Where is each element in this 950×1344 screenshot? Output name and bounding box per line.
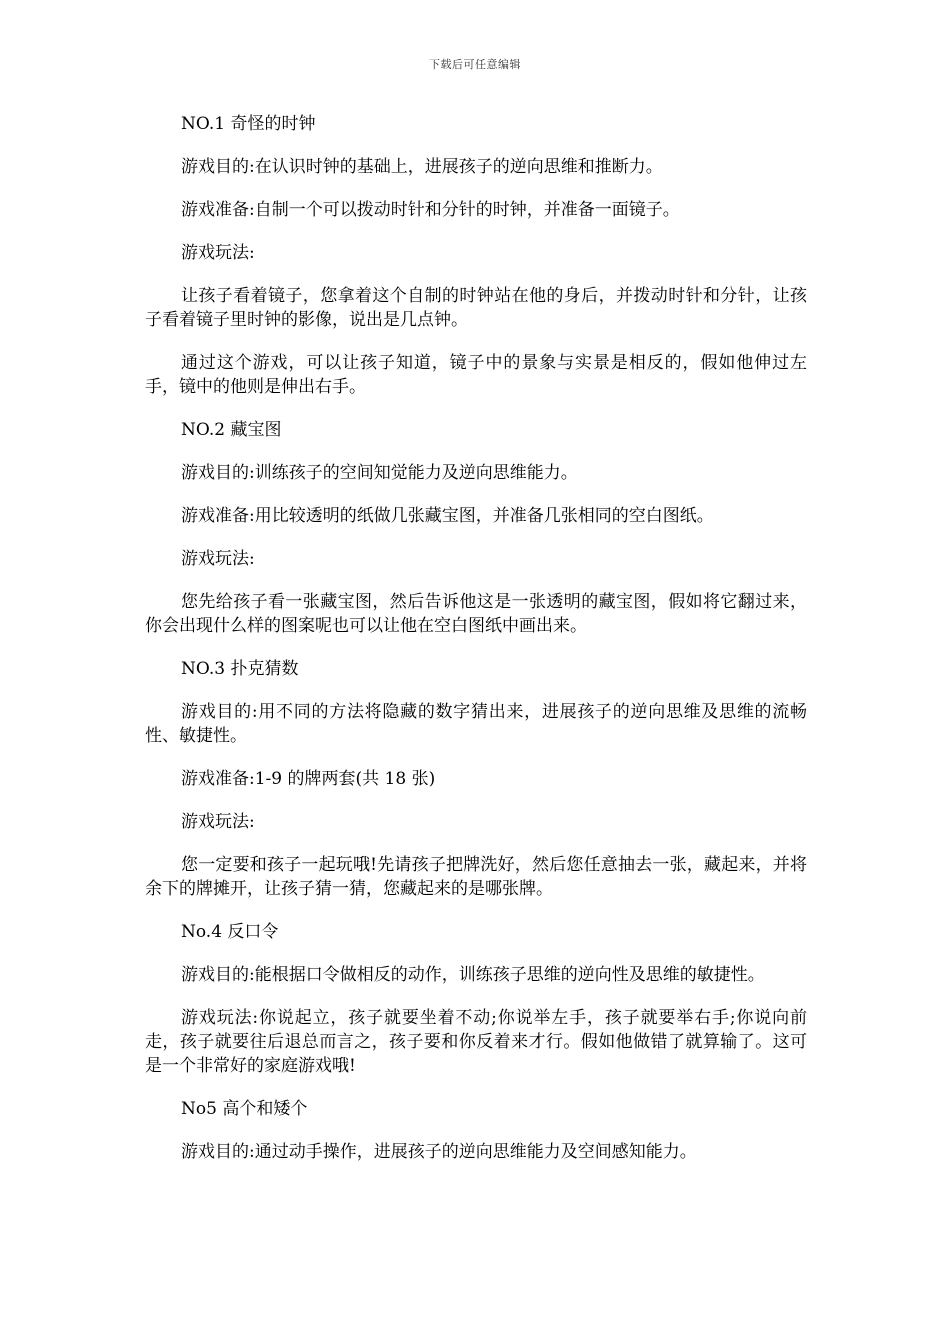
section-title-5: No5 高个和矮个 xyxy=(181,1099,308,1119)
paragraph: 游戏准备:1-9 的牌两套(共 18 张) xyxy=(181,769,436,789)
paragraph: 通过这个游戏，可以让孩子知道，镜子中的景象与实景是相反的，假如他伸过左手，镜中的他则是伸出右手。 xyxy=(145,353,807,397)
paragraph: 您一定要和孩子一起玩哦!先请孩子把牌洗好，然后您任意抽去一张，藏起来，并将余下的牌摊开，让孩子猜一猜，您藏起来的是哪张牌。 xyxy=(145,855,807,899)
paragraph: 游戏玩法: xyxy=(181,812,255,832)
section-title-1: NO.1 奇怪的时钟 xyxy=(181,114,316,134)
section-title-3: NO.3 扑克猜数 xyxy=(181,659,299,679)
paragraph: 游戏玩法: xyxy=(181,243,255,263)
page-header-note: 下载后可任意编辑 xyxy=(429,58,521,71)
paragraph: 游戏目的:训练孩子的空间知觉能力及逆向思维能力。 xyxy=(181,463,578,483)
paragraph: 游戏目的:通过动手操作，进展孩子的逆向思维能力及空间感知能力。 xyxy=(181,1142,697,1162)
document-body xyxy=(145,112,807,1183)
section-title-2: NO.2 藏宝图 xyxy=(181,420,282,440)
paragraph: 您先给孩子看一张藏宝图，然后告诉他这是一张透明的藏宝图，假如将它翻过来，你会出现什么样的图案呢也可以让他在空白图纸中画出来。 xyxy=(145,592,807,636)
section-title-4: No.4 反口令 xyxy=(181,922,279,942)
paragraph: 游戏玩法:你说起立，孩子就要坐着不动;你说举左手，孩子就要举右手;你说向前走，孩子就要往后退总而言之，孩子要和你反着来才行。假如他做错了就算输了。这可是一个非常好的家庭游戏哦! xyxy=(145,1008,807,1076)
paragraph: 游戏准备:自制一个可以拨动时针和分针的时钟，并准备一面镜子。 xyxy=(181,200,680,220)
paragraph: 游戏玩法: xyxy=(181,549,255,569)
paragraph: 游戏准备:用比较透明的纸做几张藏宝图，并准备几张相同的空白图纸。 xyxy=(181,506,714,526)
paragraph: 游戏目的:用不同的方法将隐藏的数字猜出来，进展孩子的逆向思维及思维的流畅性、敏捷性。 xyxy=(145,702,807,746)
paragraph: 游戏目的:在认识时钟的基础上，进展孩子的逆向思维和推断力。 xyxy=(181,157,663,177)
paragraph: 让孩子看着镜子，您拿着这个自制的时钟站在他的身后，并拨动时针和分针，让孩子看着镜子里时钟的影像，说出是几点钟。 xyxy=(145,286,807,330)
paragraph: 游戏目的:能根据口令做相反的动作，训练孩子思维的逆向性及思维的敏捷性。 xyxy=(181,965,765,985)
